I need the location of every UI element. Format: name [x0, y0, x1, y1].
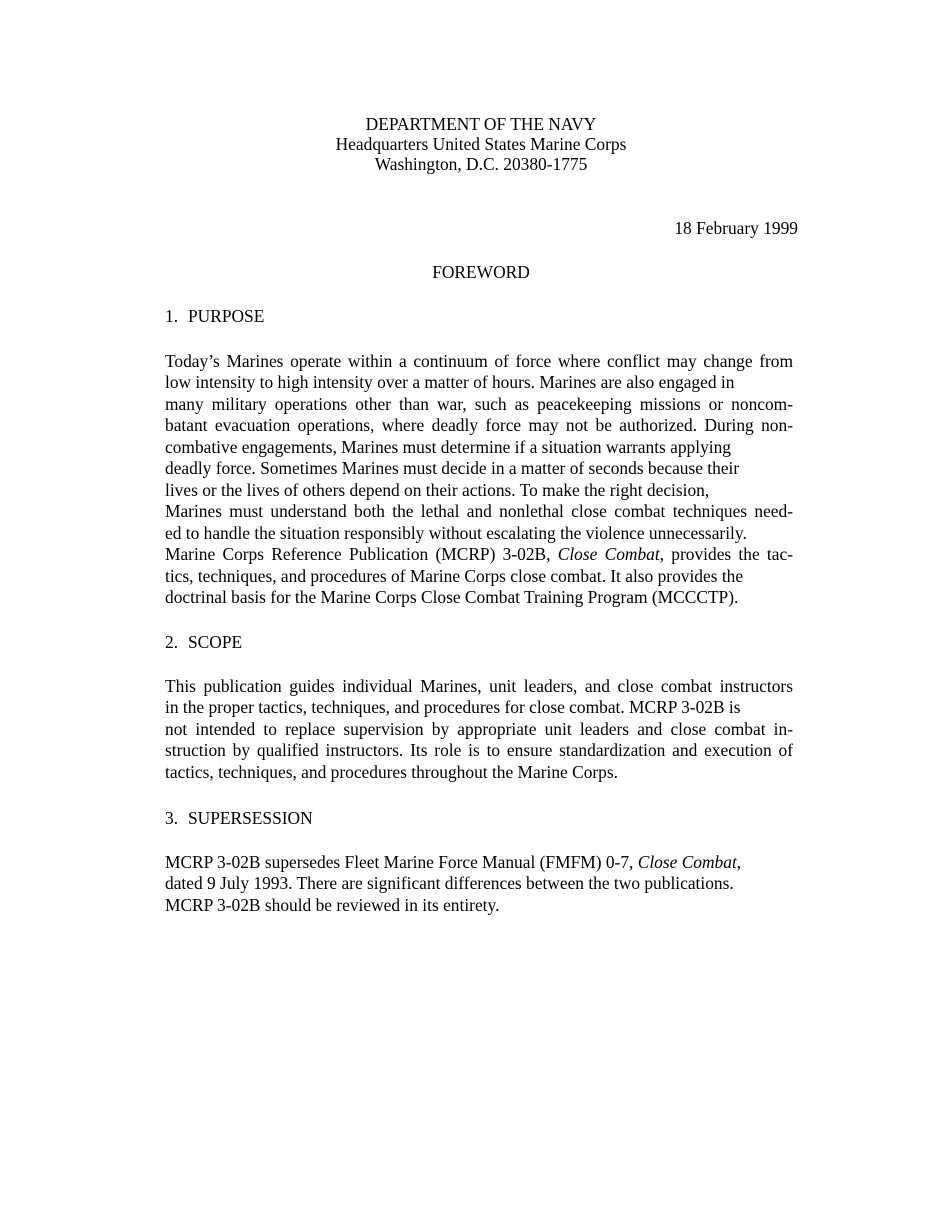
paragraph-line: ed to handle the situation responsibly without escalating the violence unnecessarily. [165, 522, 747, 543]
page-title: FOREWORD [432, 262, 530, 282]
paragraph-line: dated 9 July 1993. There are significant differences between the two publications. [165, 873, 734, 894]
paragraph-line: combative engagements, Marines must determine if a situation warrants applying [165, 436, 732, 457]
section-number: 1. [165, 306, 179, 326]
letterhead-department: DEPARTMENT OF THE NAVY [365, 114, 597, 134]
text-run: , [736, 852, 742, 872]
paragraph-line: in the proper tactics, techniques, and procedures for close combat. MCRP 3-02B is [165, 697, 741, 718]
text-run: , provides the tac- [659, 544, 793, 565]
section-heading-text: PURPOSE [188, 306, 265, 326]
section-number: 2. [165, 632, 179, 652]
text-run: MCRP 3-02B supersedes Fleet Marine Force Manual (FMFM) 0-7, [165, 852, 638, 872]
supersession-paragraph [165, 852, 741, 916]
document-date: 18 February 1999 [674, 218, 798, 238]
paragraph-line: not intended to replace supervision by appropriate unit leaders and close combat in- [165, 718, 793, 739]
publication-title: Close Combat [557, 544, 660, 565]
paragraph-line [165, 544, 793, 565]
letterhead [0, 114, 935, 174]
paragraph-line: Marines must understand both the lethal and nonlethal close combat techniques need- [165, 501, 793, 522]
section-heading-text: SCOPE [188, 632, 243, 652]
section-heading-purpose [165, 306, 264, 327]
section-heading-supersession [165, 808, 313, 829]
paragraph-line: deadly force. Sometimes Marines must decide in a matter of seconds because their [165, 458, 740, 479]
paragraph-line: tactics, techniques, and procedures throughout the Marine Corps. [165, 761, 618, 782]
paragraph-line: doctrinal basis for the Marine Corps Close Combat Training Program (MCCCTP). [165, 586, 739, 607]
publication-title: Close Combat [637, 852, 737, 872]
paragraph-line [165, 852, 741, 873]
paragraph-line: This publication guides individual Marines, unit leaders, and close combat instructors [165, 676, 793, 696]
paragraph-line: low intensity to high intensity over a matter of hours. Marines are also engaged in [165, 372, 735, 393]
paragraph-line: struction by qualified instructors. Its role is to ensure standardization and execution of [165, 740, 793, 761]
paragraph-line: tics, techniques, and procedures of Marine Corps close combat. It also provides the [165, 565, 744, 586]
section-heading-scope [165, 632, 242, 653]
purpose-paragraph [165, 351, 793, 608]
section-number: 3. [165, 808, 179, 828]
paragraph-line: Today’s Marines operate within a continuum of force where conflict may change from [165, 351, 793, 371]
paragraph-line: batant evacuation operations, where deadly force may not be authorized. During non- [165, 415, 793, 436]
letterhead-headquarters: Headquarters United States Marine Corps [335, 134, 627, 154]
paragraph-line: MCRP 3-02B should be reviewed in its entirety. [165, 894, 500, 915]
paragraph-line: many military operations other than war, such as peacekeeping missions or noncom- [165, 393, 793, 414]
letterhead-address: Washington, D.C. 20380-1775 [374, 154, 588, 174]
section-heading-text: SUPERSESSION [188, 808, 313, 828]
paragraph-line: lives or the lives of others depend on their actions. To make the right decision, [165, 479, 710, 500]
scope-paragraph [165, 676, 793, 783]
text-run: Marine Corps Reference Publication (MCRP) 3-02B, [165, 544, 558, 565]
